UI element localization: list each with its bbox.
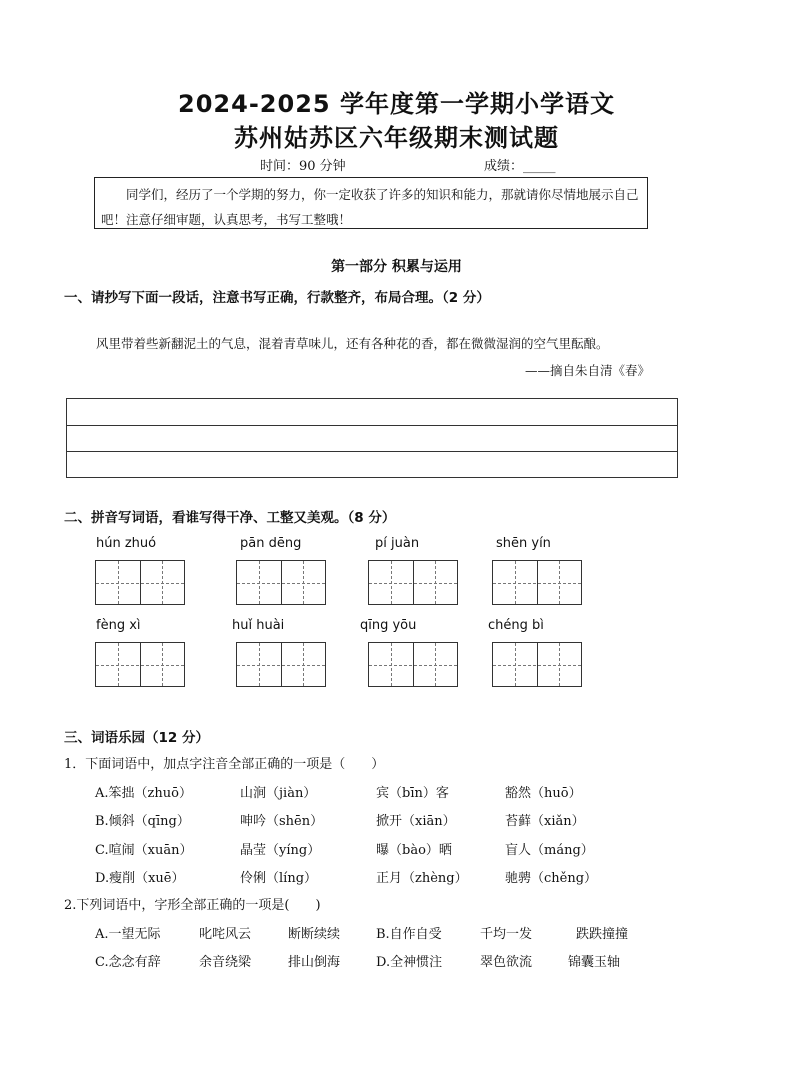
- part-title: 第一部分 积累与运用: [331, 259, 462, 275]
- q2-option: B.自作自受: [376, 927, 442, 942]
- q2-option: 翠色欲流: [480, 955, 533, 970]
- tianzige-box[interactable]: [492, 642, 582, 687]
- pinyin-label: fèng xì: [96, 618, 141, 633]
- section-2-title: 二、拼音写词语，看谁写得干净、工整又美观。（8 分）: [64, 510, 396, 526]
- q2-option: 千均一发: [480, 927, 533, 942]
- copy-writing-lines[interactable]: [66, 398, 678, 478]
- tianzige-box[interactable]: [95, 560, 185, 605]
- tianzige-box[interactable]: [236, 560, 326, 605]
- q1-option: 呻吟（shēn）: [240, 814, 324, 829]
- tianzige-box[interactable]: [492, 560, 582, 605]
- q2-option: 叱咤风云: [199, 927, 252, 942]
- q1-option: 豁然（huō）: [505, 786, 582, 801]
- intro-box: 同学们，经历了一个学期的努力，你一定收获了许多的知识和能力，那就请你尽情地展示自己吧！注意仔细审题，认真思考，书写工整哦！: [94, 177, 648, 229]
- q2-option: 锦囊玉轴: [568, 955, 621, 970]
- q1-option: 伶俐（líng）: [240, 871, 318, 886]
- section-1-title: 一、请抄写下面一段话，注意书写正确，行款整齐，布局合理。（2 分）: [64, 290, 490, 306]
- copy-passage: 风里带着些新翻泥土的气息，混着青草味儿，还有各种花的香，都在微微湿润的空气里酝酿。: [96, 336, 609, 351]
- score-field: 成绩：_____: [484, 159, 556, 174]
- q2-option: A.一望无际: [95, 927, 161, 942]
- pinyin-label: pān dēng: [240, 536, 302, 551]
- passage-source: ——摘自朱自清《春》: [524, 363, 650, 378]
- q1-option: 盲人（máng）: [505, 843, 594, 858]
- pinyin-label: hún zhuó: [96, 536, 157, 551]
- q1-option: 晶莹（yíng）: [240, 843, 321, 858]
- q1-option: 曝（bào）晒: [376, 843, 452, 858]
- question-2: 2.下列词语中，字形全部正确的一项是( ): [64, 898, 321, 913]
- q2-option: 跌跌撞撞: [576, 927, 629, 942]
- q2-option: 余音绕梁: [199, 955, 252, 970]
- pinyin-label: chéng bì: [488, 618, 544, 633]
- q1-option: 驰骋（chěng）: [505, 871, 598, 886]
- pinyin-label: shēn yín: [496, 536, 551, 551]
- writing-line: [67, 425, 677, 426]
- tianzige-box[interactable]: [368, 642, 458, 687]
- pinyin-label: huǐ huài: [232, 618, 285, 633]
- q1-option: C.喧闹（xuān）: [95, 843, 193, 858]
- pinyin-label: pí juàn: [375, 536, 420, 551]
- q2-option: 排山倒海: [288, 955, 341, 970]
- question-1: 1．下面词语中，加点字注音全部正确的一项是（ ）: [64, 757, 385, 772]
- pinyin-label: qīng yōu: [360, 618, 417, 633]
- q2-option: C.念念有辞: [95, 955, 161, 970]
- tianzige-box[interactable]: [95, 642, 185, 687]
- title-line-1: 2024-2025 学年度第一学期小学语文: [178, 90, 615, 118]
- q1-option: 苔藓（xiǎn）: [505, 814, 585, 829]
- q1-option: 掀开（xiān）: [376, 814, 456, 829]
- q1-option: 宾（bīn）客: [376, 786, 449, 801]
- q1-option: B.倾斜（qīng）: [95, 814, 190, 829]
- tianzige-box[interactable]: [236, 642, 326, 687]
- writing-line: [67, 451, 677, 452]
- q1-option: D.瘦削（xuē）: [95, 871, 185, 886]
- q1-option: 正月（zhèng）: [376, 871, 468, 886]
- title-line-2: 苏州姑苏区六年级期末测试题: [234, 124, 559, 152]
- q1-option: A.笨拙（zhuō）: [95, 786, 192, 801]
- q1-option: 山涧（jiàn）: [240, 786, 317, 801]
- exam-time: 时间：90 分钟: [260, 159, 346, 174]
- tianzige-box[interactable]: [368, 560, 458, 605]
- section-3-title: 三、词语乐园（12 分）: [64, 730, 209, 746]
- q2-option: D.全神惯注: [376, 955, 443, 970]
- q2-option: 断断续续: [288, 927, 341, 942]
